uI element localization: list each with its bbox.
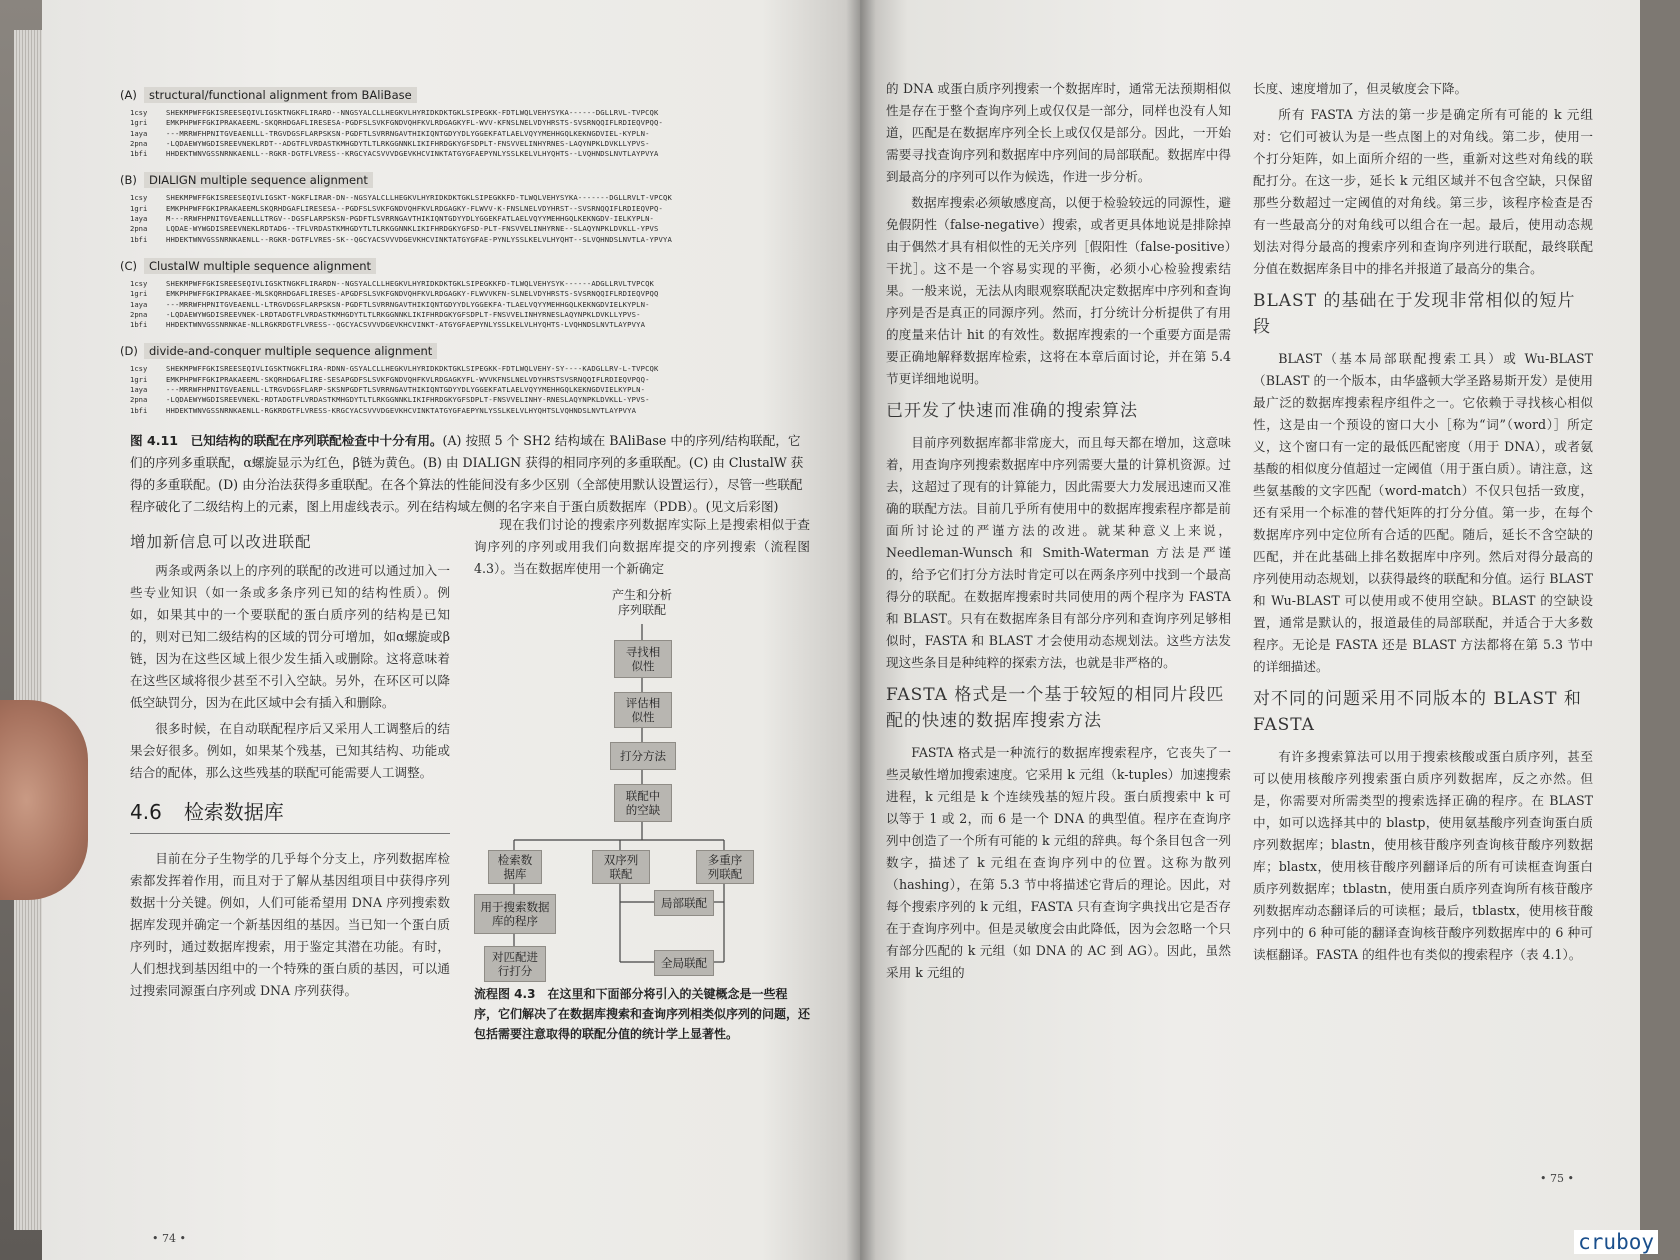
alignment-panel-tag: (C) — [120, 258, 138, 273]
sequence-residues: EMKPHPWFFGKIPRAKAEE-MLSKQRHDGAFLIRESES-APGDFSLSVKFGNDVQHFKVLRDGAGKY-FLWVVKFN-SLNELVDYHRSTS-SVSRNQQIFLRDIEQVPQQ — [166, 289, 659, 299]
sequence-name: 1csy — [130, 278, 148, 288]
alignment-row — [130, 395, 810, 405]
sequence-residues: EMKPHPWFFGKIPRAKAEEML-SKQRHDGAFLIRESESA-PGDFSLSVKFGNDVQHFKVLRDGAGKYFL-WVV-KFNSLNELVDYHRSTS-SVSRNQQIFLRDIEQVPQQ- — [166, 118, 663, 128]
sequence-name: 2pna — [130, 395, 148, 405]
flow-box-pairwise: 双序列 联配 — [592, 850, 650, 884]
section-title-text: 检索数据库 — [183, 799, 284, 824]
sequence-residues: EMKPHPWFFGKIPRAKAEEML-SKQRHDGAFLIRE-SESAPGDFSLSVKFGNDVQHFKVLRDGAGKYFL-WVVKFNSLNELVDYHRSTSVSRNQQIFLRDIEQVPQQ- — [166, 374, 650, 384]
sequence-residues: ---MRRWFHPNITGVEAENLL-LTRGVDGSFLARP-SKSNPGDFTLSVRRNGAVTHIKIQNTGDYYDLYGGEKFATLAELVQYYMEHHGQLKEKNGDVIELKYPLN- — [166, 385, 646, 395]
paragraph: 目前序列数据库都非常庞大，而且每天都在增加，这意味着，用查询序列搜索数据库中序列需要大量的计算机资源。过去，这超过了现有的计算能力，因此需要大力发展迅速而又准确的联配方法。目前几乎所有使用中的数据库搜索程序都是前面所讨论过的严谨方法的改进。就某种意义上来说，Needleman-Wunsch 和 Smith-Waterman 方法是严谨的，给予它们打分方法时肯定可以在两条序列中找到一个最高得分的联配。在数据库搜索时共同使用的两个程序为 FASTA 和 BLAST。只有在数据库条目有部分序列和查询序列足够相似时，FASTA 和 BLAST 才会使用动态规划法。这些方法发现这些条目是种纯粹的探索方法，也就是非严格的。 — [886, 435, 1231, 670]
watermark: cruboy — [1574, 1230, 1658, 1254]
right-column-2 — [1253, 78, 1593, 988]
paragraph: 数据库搜索必须敏感度高，以便于检验较远的同源性，避免假阴性（false-negative）搜索，或者更具体地说是排除掉由于偶然才具有相似性的无关序列［假阳性（false-positive）干扰］。这不是一个容易实现的平衡，必须小心检验搜索结果。一般来说，无法从肉眼观察联配决定数据库中序列和查询序列是否是真正的同源序列。然而，打分统计分析提供了有用的度量来估计 hit 的有效性。数据库搜索的一个重要方面是需要正确地解释数据库检索，这将在本章后面讨论，并在第 5.4 节更详细地说明。 — [886, 195, 1231, 386]
flow-box-programs: 用于搜索数据 库的程序 — [474, 894, 556, 934]
sequence-name: 1aya — [130, 214, 148, 224]
paragraph: 长度、速度增加了，但灵敏度会下降。 — [1253, 81, 1468, 96]
sequence-name: 1csy — [130, 364, 148, 374]
sequence-name: 1bfi — [130, 405, 148, 415]
heading: 已开发了快速而准确的搜索算法 — [886, 401, 1138, 421]
flowchart-caption — [474, 984, 810, 1044]
sequence-residues: SHEKMPWFFGKISREESEQIVLIGSKTNGKFLIRARDN--NGSYALCLLHEGKVLHYRIDKDKTGKLSIPEGKKFD-TLWQLVEHYSYK------ADGLLRVLTVPCQK — [166, 278, 655, 288]
alignment-panel-header — [120, 88, 810, 102]
alignment-panel-title: structural/functional alignment from BAliBase — [144, 87, 417, 103]
sequence-residues: LQDAE-WYWGDISREEVNEKLRDTADG--TFLVRDASTKMHGDYTLTLRKGGNNKLIKIFHRDGKYGFSD-PLT-FNSVVELINHYRNE--SLAQYNPKLDVKLL-YPVS — [166, 224, 659, 234]
sequence-name: 1bfi — [130, 234, 148, 244]
sequence-name: 1gri — [130, 118, 148, 128]
alignment-panel-header — [120, 173, 810, 187]
alignment-panel-tag: (D) — [120, 344, 138, 359]
alignment-row — [130, 139, 810, 149]
alignment-panel-title: divide-and-conquer multiple sequence alignment — [144, 343, 437, 359]
alignment-panel — [120, 344, 810, 415]
sequence-name: 1aya — [130, 128, 148, 138]
alignment-panel-header — [120, 344, 810, 358]
flowchart-caption-text: 在这里和下面部分将引入的关键概念是一些程序，它们解决了在数据库搜索和查询序列相类似序列的问题，还包括需要注意取得的联配分值的统计学上显著性。 — [474, 986, 811, 1041]
left-column-2 — [474, 518, 810, 1044]
alignment-row — [130, 289, 810, 299]
sequence-residues: HHDEKTWNVGSSNRNKAENLL--RGKR-DGTFLVRES-SK--QGCYACSVVVDGEVKHCVINKTATGYGFAE-PYNLYSSLKELVLHYQHT--SLVQHNDSLNVTLA-YPVYA — [166, 234, 672, 244]
alignment-row — [130, 108, 810, 118]
sequence-name: 1gri — [130, 203, 148, 213]
heading: 对不同的问题采用不同版本的 BLAST 和 FASTA — [1253, 689, 1582, 735]
sequence-name: 1bfi — [130, 320, 148, 330]
alignment-panel-tag: (A) — [120, 88, 137, 102]
sequence-name: 1csy — [130, 108, 148, 117]
alignment-row — [130, 320, 810, 330]
sequence-name: 1gri — [130, 374, 148, 384]
sequence-residues: HHDEKTWNVGSSNRNKAE-NLLRGKRDGTFLVRESS--QGCYACSVVVDGEVKHCVINKT-ATGYGFAEPYNLYSSLKELVLHYQHTS-LVQHNDSLNVTLAYPVYA — [166, 320, 646, 330]
subheading: 增加新信息可以改进联配 — [130, 532, 312, 551]
alignment-row — [130, 310, 810, 320]
figure-caption-label: 图 4.11 已知结构的联配在序列联配检查中十分有用。 — [130, 432, 443, 448]
alignment-row — [130, 214, 810, 224]
sequence-name: 1csy — [130, 193, 148, 203]
sequence-name: 2pna — [130, 309, 148, 319]
flow-box-gaps: 联配中 的空缺 — [614, 784, 672, 822]
paragraph: 所有 FASTA 方法的第一步是确定所有可能的 k 元组对：它们可被认为是一些点图上的对角线。第二步，使用一个打分矩阵，如上面所介绍的一些，重新对这些对角线的联配打分。在这一步，延长 k 元组区域并不包含空缺，只保留那些分数超过一定阈值的对角线。第三步，该程序检查是否有一些最高分的对角线可以组合在一起。最后，使用动态规划法对得分最高的搜索序列和查询序列进行联配，最终联配分值在数据库条目中的排名并报道了最高分的集合。 — [1253, 107, 1593, 276]
page-number-left: • 74 • — [152, 1232, 186, 1245]
alignment-row — [130, 406, 810, 416]
flow-box-find-similarity: 寻找相 似性 — [614, 640, 672, 678]
paragraph: 两条或两条以上的序列的联配的改进可以通过加入一些专业知识（如一条或多条序列已知的结构性质）。例如，如果其中的一个要联配的蛋白质序列的结构是已知的，则对已知二级结构的区域的罚分可增加，如α螺旋或β链，因为在这些区域上很少发生插入或删除。这将意味着在这些区域将很少甚至不引入空缺。另外，在环区可以降低空缺罚分，因为在此区域中会有插入和删除。 — [130, 562, 450, 710]
sequence-name: 2pna — [130, 138, 148, 148]
section-number: 4.6 — [130, 799, 162, 824]
flow-box-assess-similarity: 评估相 似性 — [614, 692, 672, 728]
alignment-panel-header — [120, 259, 810, 273]
page-number-right: • 75 • — [1540, 1172, 1574, 1185]
right-body — [886, 78, 1650, 988]
alignment-panel — [120, 258, 810, 330]
alignment-row — [130, 224, 810, 234]
alignment-row — [130, 193, 810, 203]
sequence-residues: -LQDAEWYWGDISREEVNEK-LRDTADGTFLVRDASTKMHGDYTLTLRKGGNNKLIKIFHRDGKYGFSDPLT-FNSVVELINHYRNESLAQYNPKLDVKLLYPVS- — [166, 309, 641, 319]
sequence-residues: SHEKMPWFFGKISREESEQIVLIGSKTNGKFLIRA-RDNN-GSYALCLLHEGKVLHYRIDKDKTGKLSIPEGKK-FDTLWQLVEHY-SY----KADGLLRV-L-TVPCQK — [166, 364, 659, 374]
flow-box-global: 全局联配 — [654, 950, 714, 976]
flowchart-caption-label: 流程图 4.3 — [474, 986, 536, 1001]
alignment-panel — [120, 173, 810, 244]
sequence-name: 1aya — [130, 299, 148, 309]
thumb — [0, 700, 88, 900]
paragraph: FASTA 格式是一种流行的数据库搜索程序，它丧失了一些灵敏性增加搜索速度。它采用 k 元组（k-tuples）加速搜索进程，k 元组是 k 个连续残基的短片段。蛋白质搜索中 k 可以等于 1 或 2，而 6 是一个 DNA 的典型值。程序在查询序列中创造了一个所有可能的 k 元组的辞典。每个条目包含一列数字，描述了 k 元组在查询序列中的位置。这称为散列（hashing），在第 5.3 节中将描述它背后的理论。因此，对每个搜索序列的 k 元组，FASTA 只有查询字典找出它是否存在于查询序列中。但是灵敏度会由此降低，因为会忽略一个只有部分匹配的 k 元组（如 DNA 的 AC 到 AG）。因此，虽然采用 k 元组的 — [886, 745, 1231, 980]
heading: FASTA 格式是一个基于较短的相同片段匹配的快速的数据库搜索方法 — [886, 685, 1225, 731]
right-column-1 — [886, 78, 1231, 988]
figure-caption — [130, 430, 810, 518]
book-cover-edge — [1640, 0, 1680, 1260]
alignment-row — [130, 149, 810, 159]
sequence-name: 1aya — [130, 385, 148, 395]
alignment-panel-tag: (B) — [120, 173, 137, 188]
heading: BLAST 的基础在于发现非常相似的短片段 — [1253, 291, 1576, 337]
flow-box-score-match: 对匹配进 行打分 — [484, 946, 546, 982]
sequence-name: 2pna — [130, 224, 148, 234]
sequence-residues: HHDEKTWNVGSSNRNKAENLL--RGKR-DGTFLVRESS--KRGCYACSVVVDGEVKHCVINKTATGYGFAEPYNLYSSLKELVLHYQHTS--LVQHNDSLNVTLAYPVYA — [166, 149, 659, 159]
flow-box-multiple: 多重序 列联配 — [696, 850, 754, 884]
alignment-row — [130, 279, 810, 289]
sequence-residues: ---MRRWFHPNITGVEAENLLL-TRGVDGSFLARPSKSN-PGDFTLSVRRNGAVTHIKIQNTGDYYDLYGGEKFATLAELVQYYMEHHGQLKEKNGDVIEL-KYPLN- — [166, 128, 650, 138]
alignment-row — [130, 129, 810, 139]
paragraph: 现在我们讨论的搜索序列数据库实际上是搜索相似于查询序列的序列或用我们向数据库提交的序列搜索（流程图 4.3）。当在数据库使用一个新确定 — [474, 516, 810, 576]
alignment-row — [130, 385, 810, 395]
sequence-residues: -LQDAEWYWGDISREEVNEKL-RDTADGTFLVRDASTKMHGDYTLTLRKGGNNKLIKIFHRDGKYGFSDPLT-FNSVVELINHY-RNESLAQYNPKLDVKLL-YPVS- — [166, 395, 650, 405]
section-title — [130, 796, 450, 834]
alignment-figure — [120, 88, 810, 416]
flow-box-search-db: 检索数 据库 — [488, 850, 542, 884]
flow-top-label: 产生和分析 序列联配 — [611, 587, 672, 617]
alignment-row — [130, 300, 810, 310]
right-page — [860, 0, 1650, 1260]
paragraph: 有许多搜索算法可以用于搜索核酸或蛋白质序列，甚至可以使用核酸序列搜索蛋白质序列数据库，反之亦然。但是，你需要对所需类型的搜索选择正确的程序。在 BLAST 中，如可以选择其中的 blastp，使用氨基酸序列查询蛋白质序列数据库；blastn，使用核苷酸序列查询核苷酸序列数据库；blastx，使用核苷酸序列翻译后的所有可读框查询蛋白质序列数据库；tblastn，使用蛋白质序列查询所有核苷酸序列数据库动态翻译后的可读框；最后，tblastx，使用核苷酸序列中的 6 种可能的翻译查询核苷酸序列数据库中的 6 种可读框翻译。FASTA 的组件也有类似的搜索程序（表 4.1）。 — [1253, 749, 1593, 962]
alignment-row — [130, 375, 810, 385]
sequence-residues: M---RRWFHPNITGVEAENLLLTRGV--DGSFLARPSKSN-PGDFTLSVRRNGAVTHIKIQNTGDYYDLYGGEKFATLAELVQYYMEHHGQLKEKNGDV-IELKYPLN- — [166, 214, 655, 224]
flow-box-local: 局部联配 — [654, 890, 714, 916]
paragraph: BLAST（基本局部联配搜索工具）或 Wu-BLAST（BLAST 的一个版本，由华盛顿大学圣路易斯开发）是使用最广泛的数据库搜索程序组件之一。它依赖于寻找核心相似性，这是由一个预设的窗口大小［称为“词”（word）］所定义，这个窗口有一定的最低匹配密度（用于 DNA），或者氨基酸的相似度分值超过一定阈值（用于蛋白质）。请注意，这些氨基酸的文字匹配（word-match）不仅只包括一致度，还有采用一个标准的替代矩阵的打分分值。第一步，在每个数据库序列中定位所有合适的匹配。随后，延长不含空缺的匹配，并在此基础上排名数据库中序列。然后对得分最高的序列使用动态规划，以获得最终的联配和分值。运行 BLAST 和 Wu-BLAST 可以使用或不使用空缺。BLAST 的空缺设置，通常是默认的，报道最佳的局部联配，并适合于大多数程序。无论是 FASTA 还是 BLAST 方法都将在第 5.3 节中的详细描述。 — [1253, 351, 1593, 674]
flow-box-scoring: 打分方法 — [610, 742, 676, 770]
alignment-panel — [120, 88, 810, 159]
paragraph: 的 DNA 或蛋白质序列搜索一个数据库时，通常无法预期相似性是存在于整个查询序列上或仅仅是一部分，同样也没有人知道，匹配是在数据库序列全长上或仅仅是部分。因此，一开始需要寻找查询序列和数据库中序列间的局部联配。数据库中得到最高分的序列可以作为候选，作进一步分析。 — [886, 81, 1231, 184]
book-spine-shadow — [846, 0, 876, 1260]
paragraph: 很多时候，在自动联配程序后又采用人工调整后的结果会好很多。例如，如果某个残基，已知其结构、功能或结合的配体，那么这些残基的联配可能需要人工调整。 — [130, 720, 450, 780]
alignment-row — [130, 118, 810, 128]
alignment-row — [130, 204, 810, 214]
figure-caption-text: (A) 按照 5 个 SH2 结构域在 BAliBase 中的序列/结构联配，它们的序列多重联配，α螺旋显示为红色，β链为黄色。(B) 由 DIALIGN 获得的相同序列的多重联配。(C) 由 ClustalW 获得的多重联配。(D) 由分治法获得多重联配。在各个算法的性能间没有多少区别（全部使用默认设置运行），尽管一些联配程序破化了二级结构上的元素，图上用虚线表示。列在结构域左侧的名字来自于蛋白质数据库（PDB）。(见文后彩图) — [130, 432, 804, 514]
alignment-panel-title: DIALIGN multiple sequence alignment — [144, 172, 373, 188]
left-body — [130, 518, 810, 1044]
left-page — [42, 0, 860, 1260]
sequence-name: 1gri — [130, 289, 148, 299]
sequence-residues: SHEKMPWFFGKISREESEQIVLIGSKT-NGKFLIRAR-DN--NGSYALCLLHEGKVLHYRIDKDKTGKLSIPEGKKFD-TLWQLVEHYSYKA-------DGLLRVLT-VPCQK — [166, 193, 672, 203]
alignment-panel-title: ClustalW multiple sequence alignment — [144, 258, 376, 274]
left-column-1 — [130, 518, 450, 1044]
sequence-residues: -LQDAEWYWGDISREEVNEKLRDT--ADGTFLVRDASTKMHGDYTLTLRKGGNNKLIKIFHRDGKYGFSDPLT-FNSVVELINHYRNES-LAQYNPKLDVKLLYPVS- — [166, 138, 650, 148]
alignment-row — [130, 235, 810, 245]
sequence-residues: EMKPHPWFFGKIPRAKAEEMLSKQRHDGAFLIRESESA--PGDFSLSVKFGNDVQHFKVLRDGAGKY-FLWVV-K-FNSLNELVDYHRST--SVSRNQQIFLRDIEQVPQ- — [166, 203, 663, 213]
alignment-row — [130, 364, 810, 374]
sequence-residues: SHEKMPWFFGKISREESEQIVLIGSKTNGKFLIRARD--NNGSYALCLLHEGKVLHYRIDKDKTGKLSIPEGKK-FDTLWQLVEHYSYKA------DGLLRVL-TVPCQK — [166, 108, 659, 117]
sequence-residues: ---MRRWFHPNITGVEAENLL-LTRGVDGSFLARPSKSN-PGDFTLSVRRNGAVTHIKIQNTGDYYDLYGGEKFA-TLAELVQYYMEHHGQLKEKNGDVIELKYPLN- — [166, 299, 650, 309]
flowchart — [474, 584, 810, 984]
sequence-residues: HHDEKTWNVGSSNRNKAENLL-RGKRDGTFLVRESS-KRGCYACSVVVDGEVKHCVINKTATGYGFAEPYNLYSSLKELVLHYQHTSLVQHNDSLNVTLAYPVYA — [166, 405, 637, 415]
paragraph: 目前在分子生物学的几乎每个分支上，序列数据库检索都发挥着作用，而且对于了解从基因组项目中获得序列数据十分关键。例如，人们可能希望用 DNA 序列搜索数据库发现并确定一个新基因组的基因。当已知一个蛋白质序列时，通过数据库搜索，用于鉴定其潜在功能。有时，人们想找到基因组中的一个特殊的蛋白质的基因，可以通过搜索同源蛋白序列或 DNA 序列获得。 — [130, 850, 450, 998]
sequence-name: 1bfi — [130, 149, 148, 159]
